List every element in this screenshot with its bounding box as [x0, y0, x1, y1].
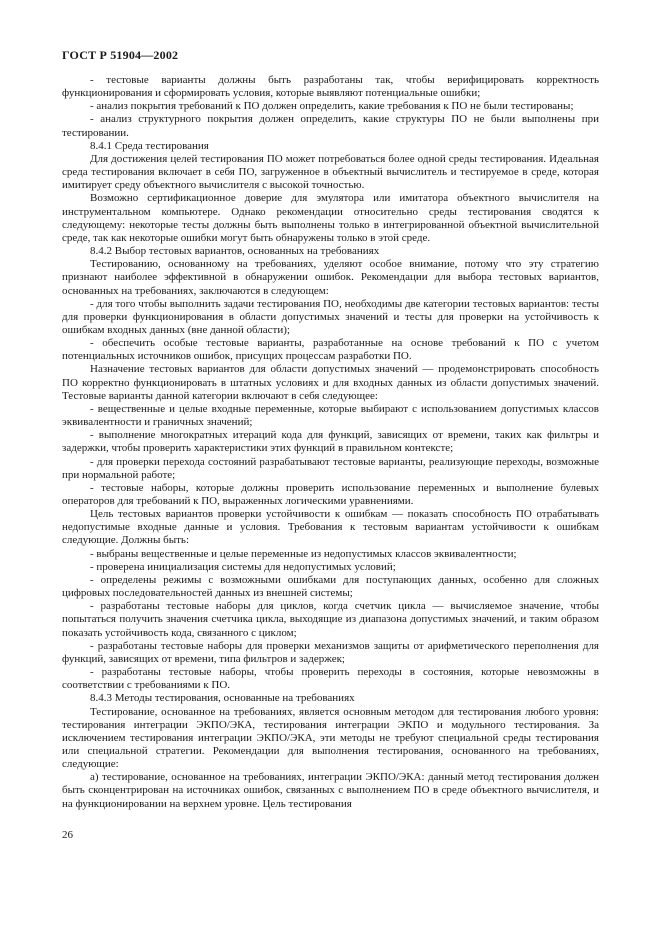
paragraph: Возможно сертификационное доверие для эмулятора или имитатора объектного вычислителя на инструментальном компьютере. Однако рекомендации относительно среды тестирования сводятся к следующему: некоторые тесты должны быть выполнены только в интегрированной объектной вычислительной среде, так как некоторые ошибки могут быть обнаружены только в этой среде.: [62, 192, 599, 244]
paragraph: Для достижения целей тестирования ПО может потребоваться более одной среды тестирования. Идеальная среда тестирования включает в себя ПО, загруженное в объектный вычислитель и тестируемое в среде, которая имитирует среду объектного вычислителя с высокой точностью.: [62, 152, 599, 192]
paragraph: - анализ покрытия требований к ПО должен определить, какие требования к ПО не были тестированы;: [90, 100, 574, 113]
document-body: [62, 74, 599, 811]
paragraph: - тестовые наборы, которые должны проверить использование переменных и выполнение булевых операторов для требований к ПО, выраженных логическими уравнениями.: [62, 481, 599, 507]
paragraph: - определены режимы с возможными ошибками для поступающих данных, особенно для сложных цифровых последовательностей данных из внешней системы;: [62, 573, 599, 600]
page-number: 26: [62, 829, 73, 841]
paragraph: - вещественные и целые входные переменные, которые выбирают с использованием допустимых классов эквивалентности и граничных значений;: [62, 402, 599, 429]
paragraph: 8.4.3 Методы тестирования, основанные на требованиях: [90, 692, 355, 705]
paragraph: 8.4.2 Выбор тестовых вариантов, основанных на требованиях: [90, 245, 380, 258]
paragraph: - анализ структурного покрытия должен определить, какие структуры ПО не были выполнены при тестировании.: [62, 113, 599, 139]
document-header: ГОСТ Р 51904—2002: [62, 48, 179, 62]
paragraph: Назначение тестовых вариантов для области допустимых значений — продемонстрировать способность ПО корректно функционировать в штатных условиях и для входных данных из области допустимых значений. Тестовые варианты данной категории включают в себя следующее:: [62, 363, 599, 402]
paragraph: - выбраны вещественные и целые переменные из недопустимых классов эквивалентности;: [90, 547, 517, 560]
paragraph: - разработаны тестовые наборы для проверки механизмов защиты от арифметического переполнения для функций, зависящих от времени, типа фильтров и задержек;: [62, 639, 599, 665]
paragraph: Тестирование, основанное на требованиях, является основным методом для тестирования любого уровня: тестирования интеграции ЭКПО/ЭКА, тестирования интеграции ЭКПО и модульного тестирования. За исключением тестирования интеграции ЭКПО/ЭКА, эти методы не требуют специальной среды тестирования или специальной стратегии. Рекомендации для выполнения тестирования, основанного на требованиях, следующие:: [62, 705, 599, 771]
paragraph: Цель тестовых вариантов проверки устойчивости к ошибкам — показать способность ПО отрабатывать недопустимые входные данные и условия. Требования к тестовым вариантам устойчивости к ошибкам следующие. Должны быть:: [62, 508, 599, 547]
paragraph: - обеспечить особые тестовые варианты, разработанные на основе требований к ПО с учетом потенциальных источников ошибок, присущих процессам разработки ПО.: [62, 337, 599, 363]
paragraph: - для того чтобы выполнить задачи тестирования ПО, необходимы две категории тестовых вариантов: тесты для проверки функционирования в области допустимых значений и тесты для проверки на устойчивость к ошибкам входных данных (вне данной области);: [62, 297, 599, 336]
paragraph: - разработаны тестовые наборы, чтобы проверить переходы в состояния, которые невозможны в соответствии с требованиями к ПО.: [62, 666, 599, 692]
paragraph: Тестированию, основанному на требованиях, уделяют особое внимание, потому что эту стратегию признают наиболее эффективной в обнаружении ошибок. Рекомендации для выбора тестовых вариантов, основанных на требованиях, заключаются в следующем:: [62, 258, 599, 297]
paragraph: - тестовые варианты должны быть разработаны так, чтобы верифицировать корректность функционирования и сформировать условия, которые выявляют потенциальные ошибки;: [62, 74, 599, 100]
paragraph: 8.4.1 Среда тестирования: [90, 139, 209, 152]
paragraph: - для проверки перехода состояний разрабатывают тестовые варианты, реализующие переходы, возможные при нормальной работе;: [62, 455, 599, 481]
paragraph: - проверена инициализация системы для недопустимых условий;: [90, 560, 396, 573]
paragraph: - выполнение многократных итераций кода для функций, зависящих от времени, таких как фильтры и задержки, чтобы проверить характеристики этих функций в правильном контексте;: [62, 429, 599, 455]
paragraph: - разработаны тестовые наборы для циклов, когда счетчик цикла — вычисляемое значение, чтобы попытаться получить значения счетчика цикла, выходящие из диапазона допустимых значений, и таким образом показать устойчивость кода, связанного с циклом;: [62, 600, 599, 639]
paragraph: а) тестирование, основанное на требованиях, интеграции ЭКПО/ЭКА: данный метод тестирования должен быть сконцентрирован на источниках ошибок, связанных с выполнением ПО в среде объектного вычислителя, и на функционировании на верхнем уровне. Цель тестирования: [62, 771, 599, 810]
